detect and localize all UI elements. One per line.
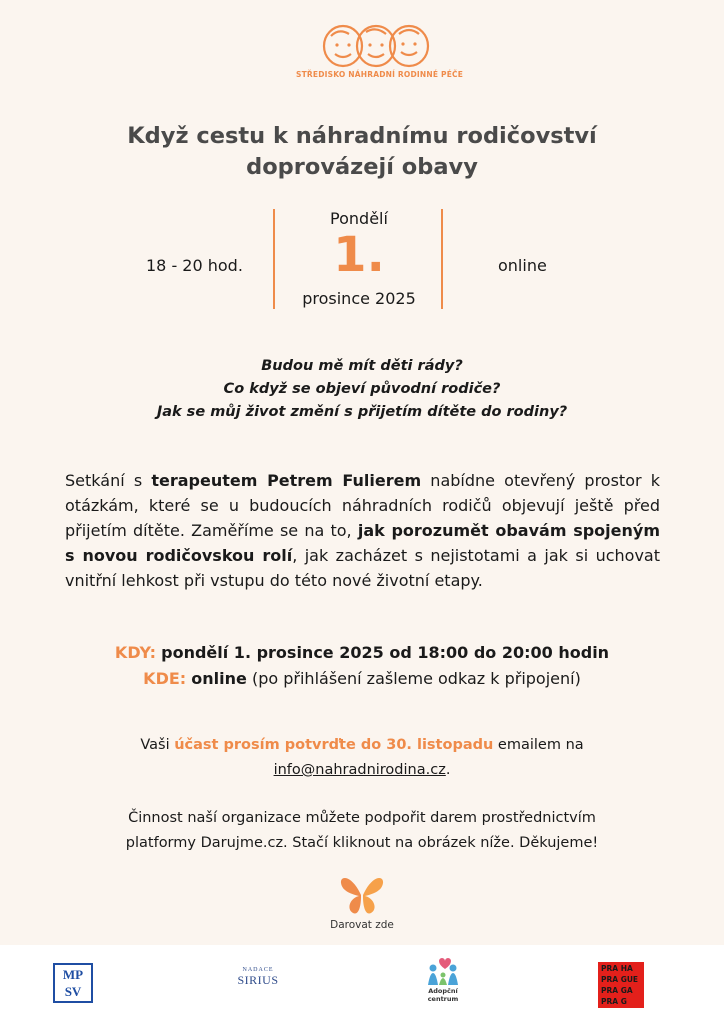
- question-2: Co když se objeví původní rodiče?: [223, 381, 501, 397]
- mpsv-logo: [53, 963, 93, 1003]
- when-label: KDY:: [114, 643, 157, 662]
- event-place: online: [498, 256, 547, 275]
- where-value: online: [191, 669, 247, 688]
- question-3: Jak se můj život změní s přijetím dítěte do rodiny?: [156, 404, 568, 420]
- sirius-small-text: NADACE: [242, 967, 274, 973]
- prague-line: PRA G: [601, 997, 627, 1006]
- prague-line: PRA GUE: [601, 975, 639, 984]
- divider-right: [441, 209, 443, 309]
- title-line-2: doprovázejí obavy: [246, 154, 478, 180]
- partner-logos: [0, 945, 724, 1024]
- email-link[interactable]: info@nahradnirodina.cz: [273, 762, 446, 778]
- prague-line: PRA HA: [601, 964, 633, 973]
- confirm-text: .: [445, 762, 451, 778]
- confirm-text: Vaši: [140, 737, 175, 753]
- when-line: [0, 640, 724, 666]
- organization-logo: [296, 20, 464, 90]
- sirius-logo: [228, 967, 288, 988]
- donate-label: Darovat zde: [330, 919, 394, 931]
- confirmation-note: [0, 733, 724, 783]
- title-line-1: Když cestu k náhradnímu rodičovství: [127, 123, 597, 149]
- confirm-deadline: účast prosím potvrďte do 30. listopadu: [174, 737, 494, 753]
- mpsv-text: MPSV: [62, 967, 84, 999]
- family-icon: [425, 955, 461, 987]
- support-line-2: platformy Darujme.cz. Stačí kliknout na obrázek níže. Děkujeme!: [125, 835, 599, 851]
- adopcni-centrum-logo: [418, 955, 468, 1003]
- support-line-1: Činnost naší organizace můžete podpořit darem prostřednictvím: [128, 810, 596, 826]
- event-day-number: 1.: [333, 227, 385, 283]
- page-title: [0, 121, 724, 183]
- description-text: nabídne otevřený prostor k otázkám, které se u budoucích náhradních rodičů objevují ještě před přijetím dítěte. Zaměříme se na to,: [65, 471, 660, 540]
- prague-line: PRA GA: [601, 986, 633, 995]
- description-text: Setkání s: [65, 471, 152, 490]
- description-highlight: jak porozumět obavám spojeným s novou rodičovskou rolí: [65, 521, 660, 565]
- confirm-text: emailem na: [493, 737, 584, 753]
- event-day-name: Pondělí: [330, 209, 388, 228]
- adopcni-text-1: Adopční: [428, 987, 458, 995]
- divider-left: [273, 209, 275, 309]
- event-time: 18 - 20 hod.: [146, 256, 243, 275]
- butterfly-icon: [338, 873, 386, 917]
- organization-name: STŘEDISKO NÁHRADNÍ RODINNÉ PÉČE: [296, 70, 464, 79]
- description-paragraph: [65, 468, 660, 593]
- where-note: (po přihlášení zašleme odkaz k připojení): [251, 669, 581, 688]
- description-text: , jak zacházet s nejistotami a jak si uchovat vnitřní lehkost při vstupu do této nové životní etapy.: [65, 546, 661, 590]
- therapist-name: terapeutem Petrem Fulierem: [151, 471, 422, 490]
- when-value: pondělí 1. prosince 2025 od 18:00 do 20:00 hodin: [161, 643, 610, 662]
- support-note: [0, 806, 724, 856]
- where-label: KDE:: [143, 669, 187, 688]
- donate-button[interactable]: [317, 873, 407, 931]
- sirius-text: SIRIUS: [237, 973, 279, 987]
- faces-logo-icon: [321, 20, 431, 70]
- adopcni-text-2: centrum: [427, 995, 459, 1003]
- event-details: [0, 640, 724, 692]
- event-month-year: prosince 2025: [302, 289, 416, 308]
- questions-block: [0, 355, 724, 424]
- question-1: Budou mě mít děti rády?: [261, 358, 463, 374]
- prague-logo: [598, 962, 644, 1008]
- where-line: [0, 666, 724, 692]
